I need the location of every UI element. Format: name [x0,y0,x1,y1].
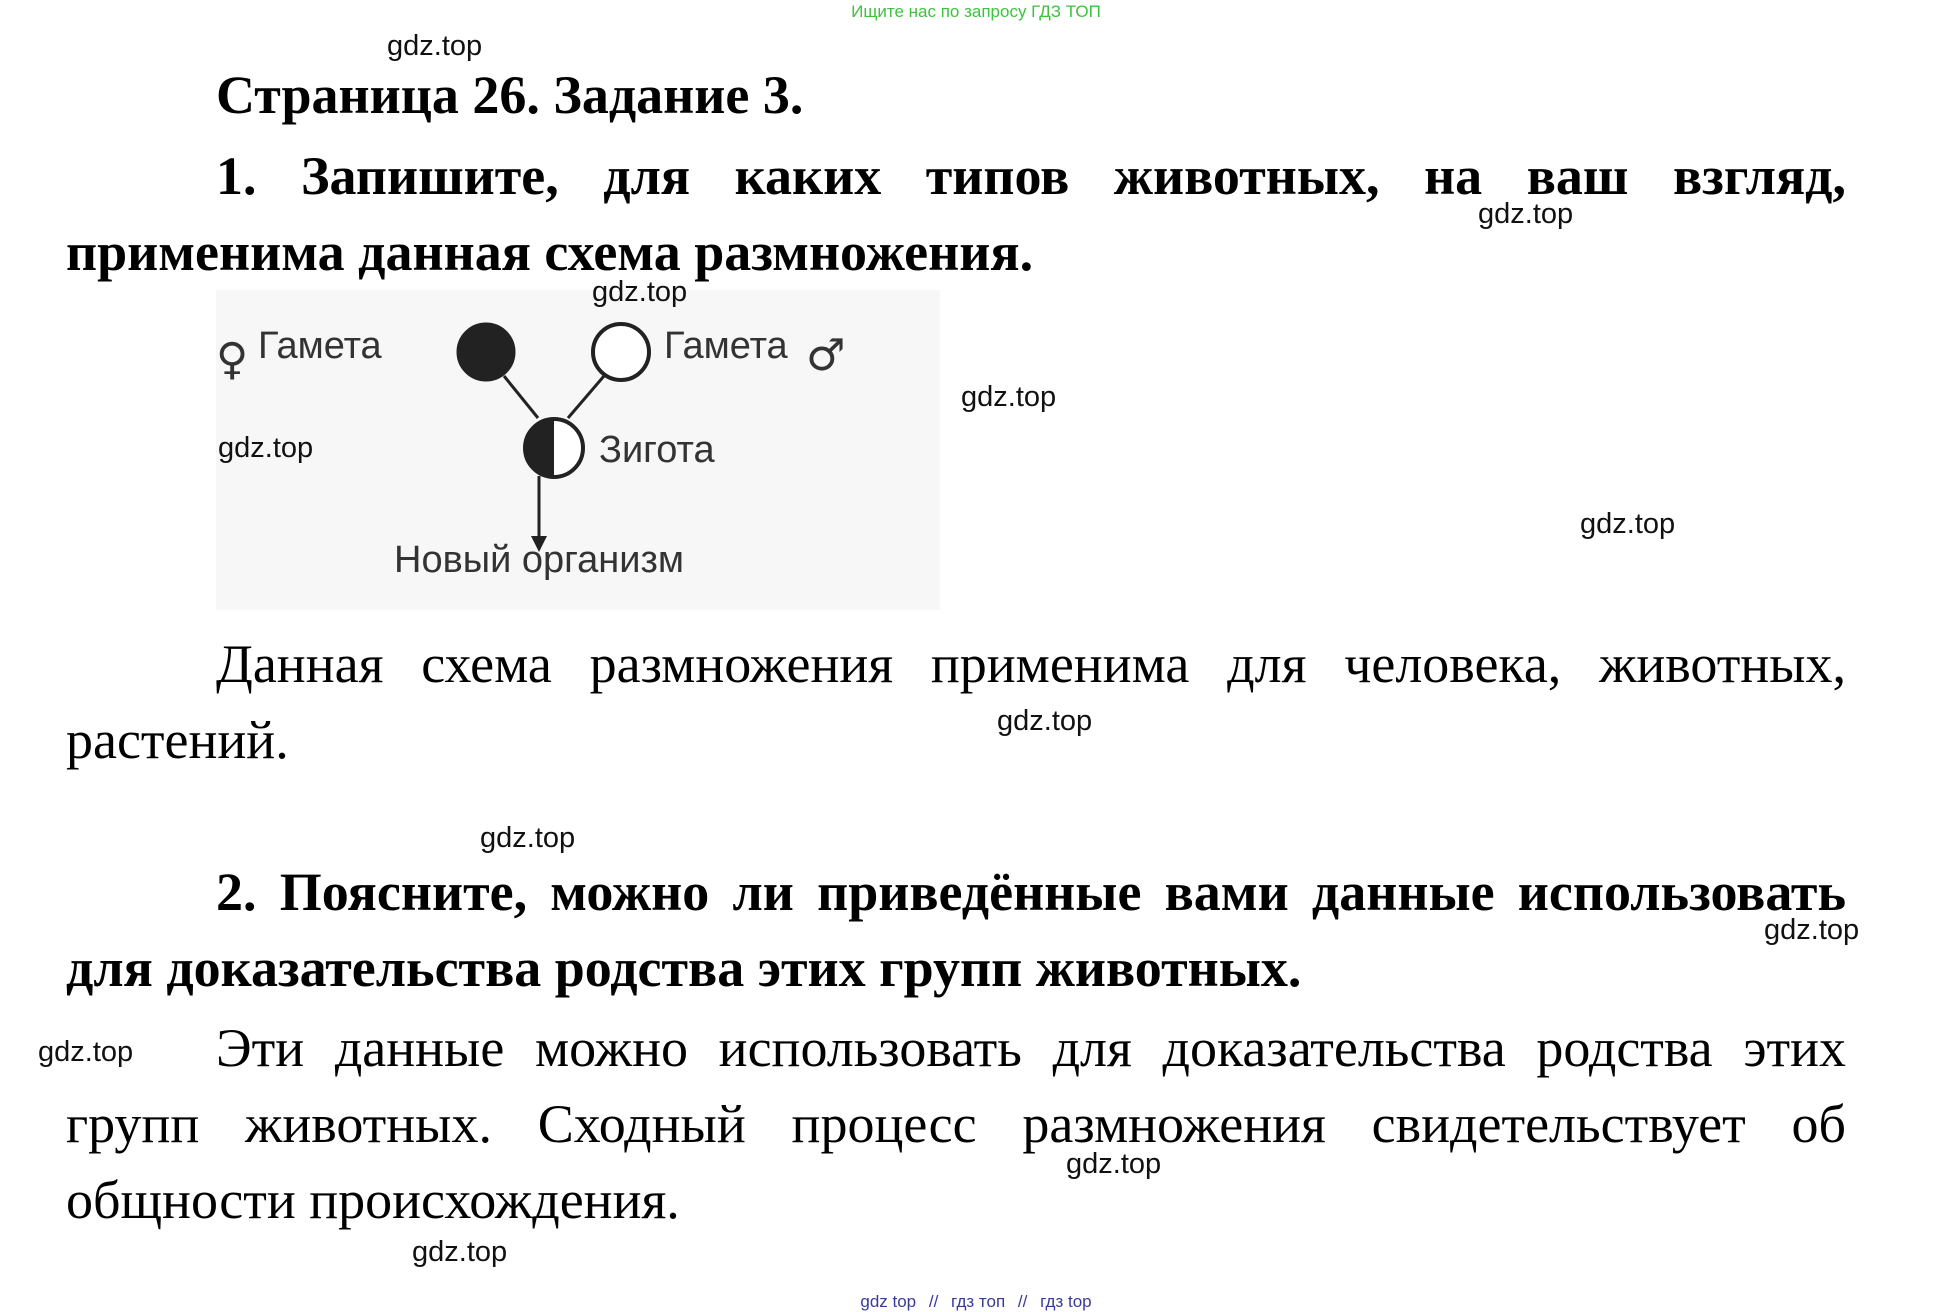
footer-link-2[interactable]: гдз топ [951,1292,1006,1311]
answer-2: Эти данные можно использовать для доказательства родства этих групп животных. Сходный процесс размножения свидетельствует об общности происхождения. [66,1018,1846,1230]
watermark: gdz.top [218,432,314,464]
female-gamete-label: Гамета [258,325,382,367]
watermark: gdz.top [997,705,1093,737]
watermark: gdz.top [38,1036,134,1068]
footer-separator: // [1017,1292,1028,1311]
watermark: gdz.top [592,276,688,308]
top-note: Ищите нас по запросу ГДЗ ТОП [851,2,1101,21]
reproduction-diagram [216,290,940,610]
answer-1: Данная схема размножения применима для человека, животных, растений. [66,634,1846,770]
footer-separator: // [928,1292,939,1311]
male-symbol-icon: ♂ [806,330,846,381]
question-1: 1. Запишите, для каких типов животных, на ваш взгляд, применима данная схема размножения. [66,146,1846,282]
watermark: gdz.top [480,822,576,854]
watermark: gdz.top [961,381,1057,413]
page-title: Страница 26. Задание 3. [216,65,804,125]
footer-link-1[interactable]: gdz top [860,1292,917,1311]
male-gamete-label: Гамета [664,325,788,367]
zygote-label: Зигота [599,429,715,471]
watermark: gdz.top [1764,914,1860,946]
footer-link-3[interactable]: гдз top [1040,1292,1092,1311]
male-gamete-circle [593,324,649,380]
watermark: gdz.top [1066,1148,1162,1180]
footer [0,1292,1952,1312]
question-2: 2. Поясните, можно ли приведённые вами данные использовать для доказательства родства этих групп животных. [66,862,1846,998]
watermark: gdz.top [387,30,483,62]
female-gamete-circle [458,324,514,380]
watermark: gdz.top [412,1236,508,1268]
female-symbol-icon: ♀ [216,334,249,385]
watermark: gdz.top [1580,508,1676,540]
watermark: gdz.top [1478,198,1574,230]
new-organism-label: Новый организм [394,539,685,581]
